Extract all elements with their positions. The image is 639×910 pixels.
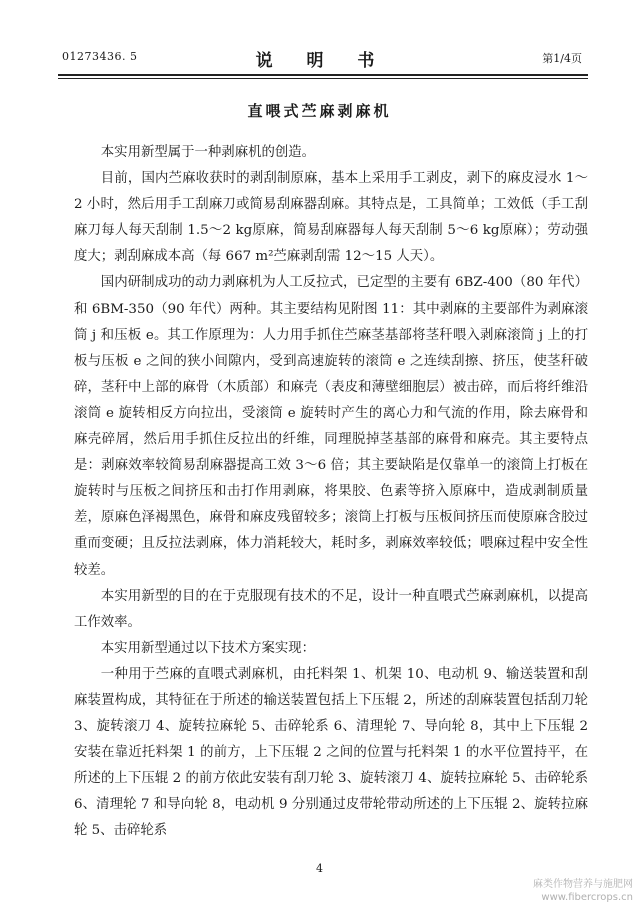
document-type-heading: 说 明 书 xyxy=(255,51,389,71)
paragraph-2: 目前，国内苎麻收获时的剥刮制原麻，基本上采用手工剥皮，剥下的麻皮浸水 1～2 小时，然后用手工刮麻刀或简易刮麻器刮麻。其特点是，工具简单；工效低（手工刮麻刀每人每天刮制 1.5～2 kg原麻，简易刮麻器每人每天刮制 5～6 kg原麻）；劳动强度大；剥刮麻成本高（每 667 m²苎麻剥刮需 12～15 人天）。 xyxy=(74,171,588,265)
document-title: 直喂式苎麻剥麻机 xyxy=(247,102,392,120)
paragraph-6: 一种用于苎麻的直喂式剥麻机，由托料架 1、机架 10、电动机 9、输送装置和刮麻装置构成，其特征在于所述的输送装置包括上下压辊 2，所述的刮麻装置包括刮刀轮 3、旋转滚刀 4、旋转拉麻轮 5、击碎轮系 6、清理轮 7、导向轮 8，其中上下压辊 2 安装在靠近托料架 1 的前方，上下压辊 2 之间的位置与托料架 1 的水平位置持平，在所述的上下压辊 2 的前方依此安装有刮刀轮 3、旋转滚刀 4、旋转拉麻轮 5、击碎轮系 6、清理轮 7 和导向轮 8，电动机 9 分别通过皮带轮带动所述的上下压辊 2、旋转拉麻轮 5、击碎轮系 xyxy=(74,666,588,839)
document-number: 01273436. 5 xyxy=(62,50,138,63)
site-watermark xyxy=(533,878,633,904)
paragraph-5: 本实用新型通过以下技术方案实现： xyxy=(100,640,316,656)
header-rule-thin xyxy=(58,78,588,79)
document-body xyxy=(74,140,588,845)
header-rule-thick xyxy=(58,74,588,76)
document-header xyxy=(62,46,582,70)
watermark-site-name: 麻类作物营养与施肥网 xyxy=(533,879,633,890)
paragraph-1: 本实用新型属于一种剥麻机的创造。 xyxy=(100,145,316,160)
page-indicator: 第1/4页 xyxy=(542,52,582,65)
paragraph-4: 本实用新型的目的在于克服现有技术的不足，设计一种直喂式苎麻剥麻机，以提高工作效率。 xyxy=(74,588,588,630)
paragraph-3: 国内研制成功的动力剥麻机为人工反拉式，已定型的主要有 6BZ-400（80 年代）和 6BM-350（90 年代）两种。其主要结构见附图 11：其中剥麻的主要部件为剥麻滚筒 j 和压板 e。其工作原理为：人力用手抓住苎麻茎基部将茎秆喂入剥麻滚筒 j 上的打板与压板 e 之间的狭小间隙内，受到高速旋转的滚筒 e 之连续刮擦、挤压，使茎秆破碎，茎秆中上部的麻骨（木质部）和麻壳（表皮和薄壁细胞层）被击碎，而后将纤维沿滚筒 e 旋转相反方向拉出，受滚筒 e 旋转时产生的离心力和气流的作用，除去麻骨和麻壳碎屑，然后用手抓住反拉出的纤维，同理脱掉茎基部的麻骨和麻壳。其主要特点是：剥麻效率较简易刮麻器提高工效 3～6 倍；其主要缺陷是仅靠单一的滚筒上打板在旋转时与压板之间挤压和击打作用剥麻，将果胶、色素等挤入原麻中，造成剥制质量差，原麻色泽褐黑色，麻骨和麻皮残留较多；滚筒上打板与压板间挤压而使原麻含胶过重而变硬；且反拉法剥麻，体力消耗较大，耗时多，剥麻效率较低；喂麻过程中安全性较差。 xyxy=(74,275,588,578)
page-number: 4 xyxy=(316,862,323,875)
watermark-site-url: www.fibercrops.cn xyxy=(541,892,633,903)
